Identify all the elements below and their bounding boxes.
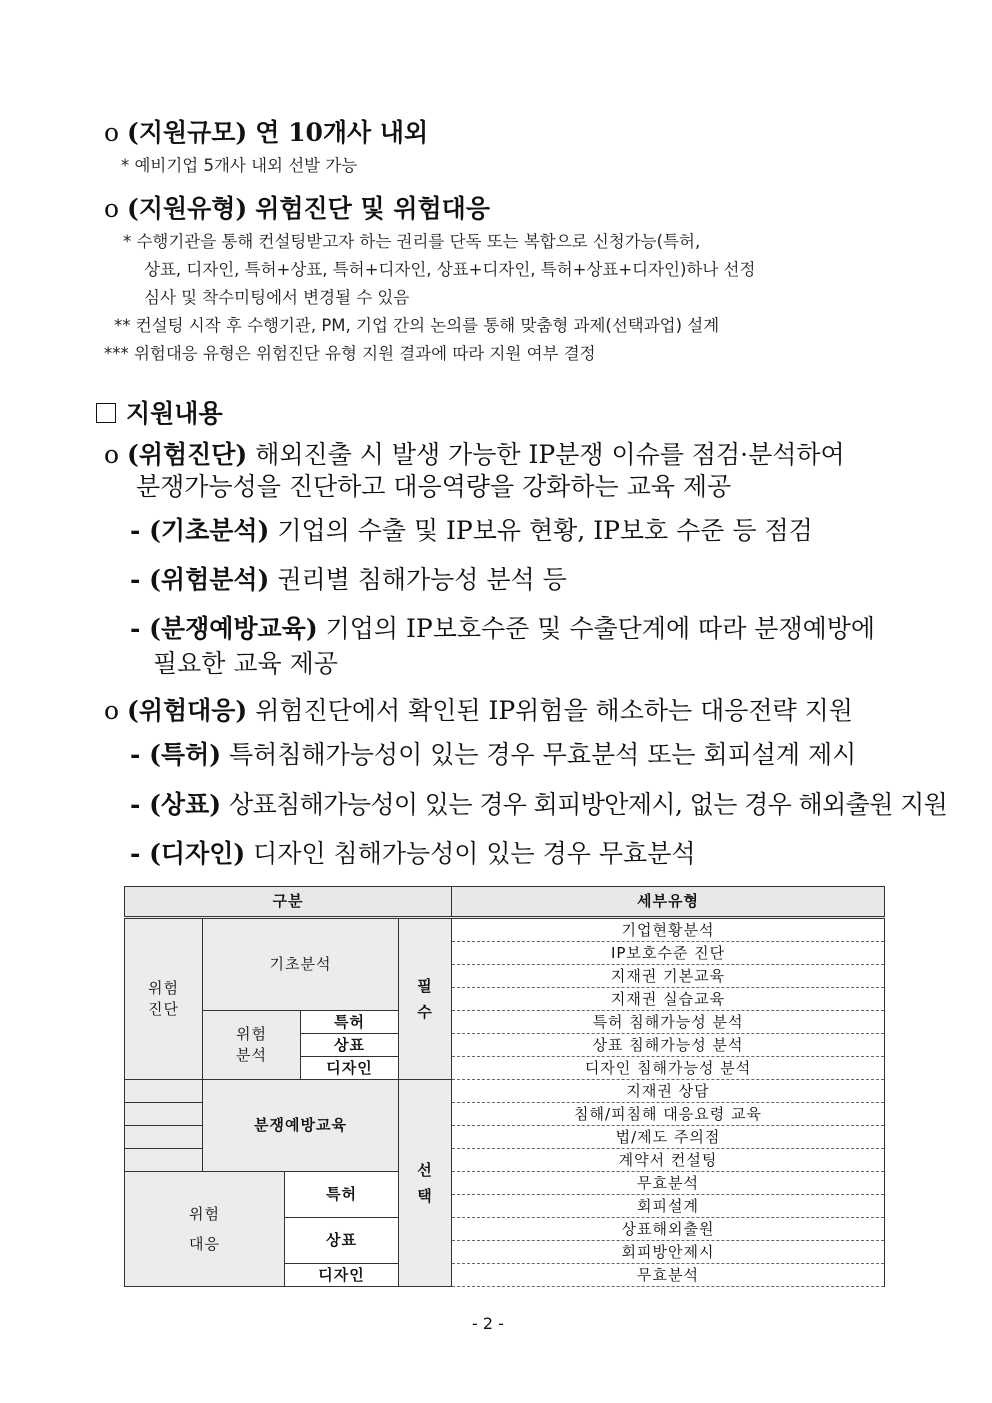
diag-item-basic: - (기초분석) 기업의 수출 및 IP보유 현황, IP보호 수준 등 점검 — [130, 516, 813, 545]
detail-row: 디자인 침해가능성 분석 — [452, 1057, 885, 1080]
type-note-1-line-1: * 수행기관을 통해 컨설팅받고자 하는 권리를 단독 또는 복합으로 신청가능(특허, — [123, 232, 701, 251]
detail-row: 법/제도 주의점 — [452, 1126, 885, 1149]
detail-row: 기업현황분석 — [452, 918, 885, 942]
cell-risk-analysis: 위험 분석 — [203, 1011, 301, 1080]
table-header-category: 구분 — [125, 887, 452, 918]
section-title: 지원내용 — [96, 394, 223, 430]
detail-row: 회피방안제시 — [452, 1241, 885, 1264]
detail-row: 지재권 상담 — [452, 1080, 885, 1103]
cell-patent: 특허 — [301, 1011, 399, 1034]
cell-trademark: 상표 — [301, 1034, 399, 1057]
resp-item-design: - (디자인) 디자인 침해가능성이 있는 경우 무효분석 — [130, 839, 696, 868]
detail-row: 특허 침해가능성 분석 — [452, 1011, 885, 1034]
resp-line: o (위험대응) 위험진단에서 확인된 IP위험을 해소하는 대응전략 지원 — [104, 696, 853, 725]
detail-row: 계약서 컨설팅 — [452, 1149, 885, 1172]
scale-heading: o (지원규모) 연 10개사 내외 — [104, 118, 429, 147]
type-note-1-line-3: 심사 및 착수미팅에서 변경될 수 있음 — [144, 288, 410, 307]
diag-item-edu: - (분쟁예방교육) 기업의 IP보호수준 및 수출단계에 따라 분쟁예방에 — [130, 614, 876, 643]
detail-row: 상표해외출원 — [452, 1218, 885, 1241]
cell-resp-patent: 특허 — [285, 1172, 399, 1218]
diag-line-2: 분쟁가능성을 진단하고 대응역량을 강화하는 교육 제공 — [136, 472, 732, 501]
type-heading: o (지원유형) 위험진단 및 위험대응 — [104, 194, 490, 223]
detail-row: 지재권 실습교육 — [452, 988, 885, 1011]
detail-row: 회피설계 — [452, 1195, 885, 1218]
detail-row: IP보호수준 진단 — [452, 942, 885, 965]
cell-required: 필 수 — [399, 918, 452, 1080]
type-note-2: ** 컨설팅 시작 후 수행기관, PM, 기업 간의 논의를 통해 맞춤형 과제(선택과업) 설계 — [114, 316, 720, 335]
cell-response: 위험 대응 — [125, 1172, 285, 1287]
detail-row: 지재권 기본교육 — [452, 965, 885, 988]
table-header-detail: 세부유형 — [452, 887, 885, 918]
detail-row: 상표 침해가능성 분석 — [452, 1034, 885, 1057]
type-note-3: *** 위험대응 유형은 위험진단 유형 지원 결과에 따라 지원 여부 결정 — [104, 344, 596, 363]
cell-optional: 선 택 — [399, 1080, 452, 1287]
cell-diagnosis: 위험 진단 — [125, 918, 203, 1080]
cell-basic-analysis: 기초분석 — [203, 918, 399, 1011]
checkbox-square-icon — [96, 403, 116, 423]
resp-item-patent: - (특허) 특허침해가능성이 있는 경우 무효분석 또는 회피설계 제시 — [130, 740, 857, 769]
scale-note: * 예비기업 5개사 내외 선발 가능 — [121, 156, 358, 175]
type-note-1-line-2: 상표, 디자인, 특허+상표, 특허+디자인, 상표+디자인, 특허+상표+디자인)하나 선정 — [144, 260, 756, 279]
cell-dispute-prevention-edu: 분쟁예방교육 — [203, 1080, 399, 1172]
diag-item-risk: - (위험분석) 권리별 침해가능성 분석 등 — [130, 565, 567, 594]
detail-row: 침해/피침해 대응요령 교육 — [452, 1103, 885, 1126]
diag-item-edu-line-2: 필요한 교육 제공 — [153, 649, 338, 678]
detail-row: 무효분석 — [452, 1264, 885, 1287]
page-number: - 2 - — [472, 1314, 504, 1333]
support-type-table — [124, 886, 885, 1287]
resp-item-trademark: - (상표) 상표침해가능성이 있는 경우 회피방안제시, 없는 경우 해외출원 지원 — [130, 790, 948, 819]
cell-resp-trademark: 상표 — [285, 1218, 399, 1264]
detail-row: 무효분석 — [452, 1172, 885, 1195]
cell-design: 디자인 — [301, 1057, 399, 1080]
diag-line-1: o (위험진단) 해외진출 시 발생 가능한 IP분쟁 이슈를 점검·분석하여 — [104, 440, 845, 469]
cell-resp-design: 디자인 — [285, 1264, 399, 1287]
